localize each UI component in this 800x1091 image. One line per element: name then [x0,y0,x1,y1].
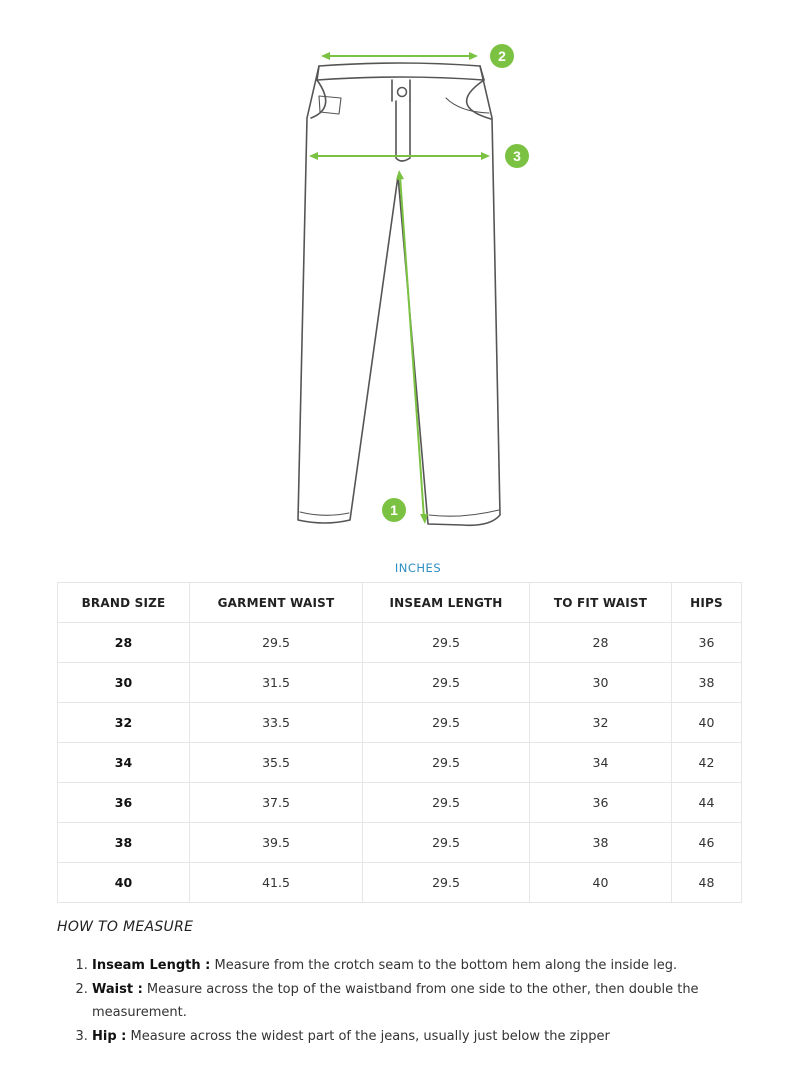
cell-hips: 38 [672,663,742,703]
table-row [58,783,742,823]
marker-inseam [382,498,406,522]
step-text: Measure across the widest part of the jeans, usually just below the zipper [126,1028,610,1044]
table-row [58,743,742,783]
list-item [92,955,772,978]
header-hips: HIPS [672,583,742,623]
marker-waist [490,44,514,68]
cell-to-fit-waist: 38 [530,823,672,863]
cell-garment-waist: 29.5 [190,623,363,663]
svg-text:1: 1 [390,502,398,518]
cell-hips: 40 [672,703,742,743]
jeans-measurement-diagram [0,0,800,545]
cell-to-fit-waist: 34 [530,743,672,783]
cell-garment-waist: 31.5 [190,663,363,703]
step-text: Measure from the crotch seam to the bottom hem along the inside leg. [210,958,678,973]
list-item [92,1026,772,1049]
cell-inseam-length: 29.5 [363,783,530,823]
fly [396,101,410,161]
cell-garment-waist: 37.5 [190,783,363,823]
svg-text:2: 2 [498,48,506,64]
header-inseam-length: INSEAM LENGTH [363,583,530,623]
cell-to-fit-waist: 32 [530,703,672,743]
table-header-row [58,583,742,623]
cell-inseam-length: 29.5 [363,703,530,743]
how-to-measure-title: HOW TO MEASURE [57,919,194,935]
cell-inseam-length: 29.5 [363,663,530,703]
cell-inseam-length: 29.5 [363,623,530,663]
cell-brand-size: 34 [58,743,190,783]
cell-hips: 42 [672,743,742,783]
unit-label: INCHES [394,561,442,575]
header-garment-waist: GARMENT WAIST [190,583,363,623]
cell-inseam-length: 29.5 [363,743,530,783]
cell-garment-waist: 35.5 [190,743,363,783]
cell-inseam-length: 29.5 [363,823,530,863]
cell-brand-size: 28 [58,623,190,663]
header-to-fit-waist: TO FIT WAIST [530,583,672,623]
waistband [317,77,484,80]
jeans-outline [298,63,500,525]
cell-brand-size: 38 [58,823,190,863]
cell-inseam-length: 29.5 [363,863,530,903]
table-row [58,823,742,863]
table-row [58,863,742,903]
cell-brand-size: 32 [58,703,190,743]
table-row [58,663,742,703]
step-term: Inseam Length : [92,958,211,973]
cell-brand-size: 40 [58,863,190,903]
svg-text:3: 3 [513,148,521,164]
table-row [58,623,742,663]
cell-garment-waist: 33.5 [190,703,363,743]
cell-hips: 44 [672,783,742,823]
button [398,88,407,97]
cell-garment-waist: 41.5 [190,863,363,903]
cell-brand-size: 36 [58,783,190,823]
header-brand-size: BRAND SIZE [58,583,190,623]
cell-brand-size: 30 [58,663,190,703]
cell-to-fit-waist: 36 [530,783,672,823]
marker-hip [505,144,529,168]
table-row [58,703,742,743]
cell-hips: 46 [672,823,742,863]
step-term: Hip : [92,1028,127,1044]
list-item [92,979,772,1024]
size-chart-table [57,582,742,903]
cell-hips: 36 [672,623,742,663]
measure-steps-list [57,955,772,1050]
cell-to-fit-waist: 30 [530,663,672,703]
step-term: Waist : [92,982,143,997]
cell-to-fit-waist: 28 [530,623,672,663]
cell-to-fit-waist: 40 [530,863,672,903]
cell-garment-waist: 39.5 [190,823,363,863]
cell-hips: 48 [672,863,742,903]
step-text: Measure across the top of the waistband from one side to the other, then double the measurement. [92,982,699,1020]
